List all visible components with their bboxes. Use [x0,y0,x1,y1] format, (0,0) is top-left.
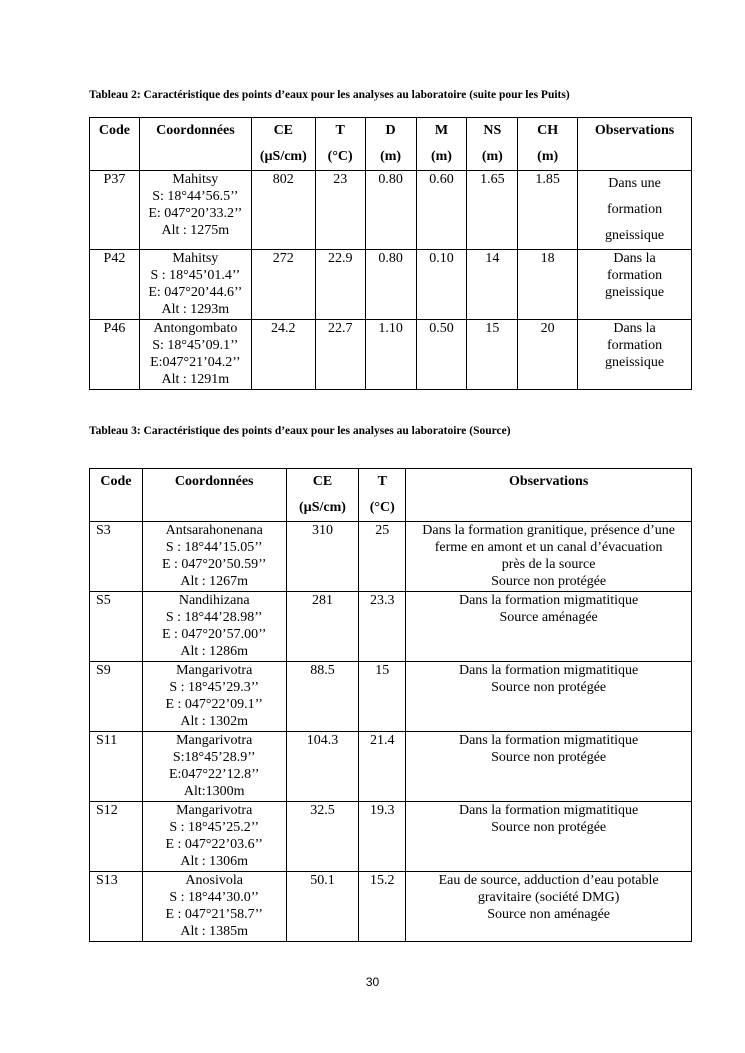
page-number: 30 [365,975,380,989]
cell-ch: 1.85 [518,171,578,250]
cell-m: 0.10 [416,250,467,320]
cell-ns: 15 [467,320,518,390]
cell-ch: 18 [518,250,578,320]
cell-code: P37 [90,171,140,250]
cell-t: 19.3 [359,802,406,872]
cell-code: S9 [90,662,143,732]
cell-observations: Dans la formation migmatitique Source non protégée [406,732,692,802]
tableau-2 [89,117,692,390]
cell-code: S12 [90,802,143,872]
table-row [90,320,692,390]
table-row [90,171,692,250]
cell-ce: 104.3 [286,732,359,802]
cell-ce: 802 [251,171,315,250]
cell-coordonnees: Antongombato S: 18°45’09.1’’ E:047°21’04.2’’ Alt : 1291m [139,320,251,390]
header-t: T (°C) [315,118,365,171]
table-row [90,872,692,942]
cell-observations: Dans une formation gneissique [578,171,692,250]
cell-code: P46 [90,320,140,390]
cell-d: 0.80 [365,250,416,320]
cell-t: 23.3 [359,592,406,662]
cell-code: S13 [90,872,143,942]
tableau-2-caption: Tableau 2: Caractéristique des points d’eaux pour les analyses au laboratoire (suite pour les Puits) [89,89,570,101]
cell-ce: 32.5 [286,802,359,872]
header-code: Code [90,118,140,171]
header-ce: CE (µS/cm) [286,469,359,522]
cell-ce: 272 [251,250,315,320]
header-ce: CE (µS/cm) [251,118,315,171]
cell-m: 0.60 [416,171,467,250]
tableau-3 [89,468,692,942]
cell-ch: 20 [518,320,578,390]
cell-ns: 14 [467,250,518,320]
cell-ce: 281 [286,592,359,662]
header-observations: Observations [406,469,692,522]
cell-observations: Dans la formation migmatitique Source aménagée [406,592,692,662]
cell-observations: Dans la formation gneissique [578,250,692,320]
cell-t: 15 [359,662,406,732]
cell-coordonnees: Mangarivotra S : 18°45’25.2’’ E : 047°22’03.6’’ Alt : 1306m [142,802,286,872]
cell-ce: 50.1 [286,872,359,942]
cell-coordonnees: Mangarivotra S:18°45’28.9’’ E:047°22’12.8’’ Alt:1300m [142,732,286,802]
header-ns: NS (m) [467,118,518,171]
cell-ns: 1.65 [467,171,518,250]
cell-code: S3 [90,522,143,592]
header-d: D (m) [365,118,416,171]
cell-ce: 310 [286,522,359,592]
table-row [90,802,692,872]
cell-observations: Dans la formation migmatitique Source non protégée [406,802,692,872]
cell-ce: 24.2 [251,320,315,390]
header-coordonnees: Coordonnées [139,118,251,171]
cell-coordonnees: Anosivola S : 18°44’30.0’’ E : 047°21’58.7’’ Alt : 1385m [142,872,286,942]
cell-coordonnees: Mahitsy S: 18°44’56.5’’ E: 047°20’33.2’’ Alt : 1275m [139,171,251,250]
cell-coordonnees: Mangarivotra S : 18°45’29.3’’ E : 047°22’09.1’’ Alt : 1302m [142,662,286,732]
cell-code: S5 [90,592,143,662]
cell-observations: Dans la formation gneissique [578,320,692,390]
header-code: Code [90,469,143,522]
cell-observations: Eau de source, adduction d’eau potable gravitaire (société DMG) Source non aménagée [406,872,692,942]
cell-coordonnees: Nandihizana S : 18°44’28.98’’ E : 047°20’57.00’’ Alt : 1286m [142,592,286,662]
cell-t: 22.9 [315,250,365,320]
header-coordonnees: Coordonnées [142,469,286,522]
cell-observations: Dans la formation migmatitique Source non protégée [406,662,692,732]
cell-m: 0.50 [416,320,467,390]
cell-t: 23 [315,171,365,250]
header-observations: Observations [578,118,692,171]
table-row [90,250,692,320]
cell-t: 15.2 [359,872,406,942]
header-m: M (m) [416,118,467,171]
header-t: T (°C) [359,469,406,522]
table-row [90,662,692,732]
cell-d: 0.80 [365,171,416,250]
tableau-2-header-row [90,118,692,171]
header-ch: CH (m) [518,118,578,171]
cell-code: P42 [90,250,140,320]
tableau-3-header-row [90,469,692,522]
cell-t: 22.7 [315,320,365,390]
cell-t: 21.4 [359,732,406,802]
tableau-3-caption: Tableau 3: Caractéristique des points d’eaux pour les analyses au laboratoire (Source) [89,425,511,437]
cell-code: S11 [90,732,143,802]
cell-d: 1.10 [365,320,416,390]
cell-observations: Dans la formation granitique, présence d’une ferme en amont et un canal d’évacuation près de la source Source non protégée [406,522,692,592]
table-row [90,732,692,802]
table-row [90,522,692,592]
cell-ce: 88.5 [286,662,359,732]
table-row [90,592,692,662]
cell-coordonnees: Antsarahonenana S : 18°44’15.05’’ E : 047°20’50.59’’ Alt : 1267m [142,522,286,592]
cell-coordonnees: Mahitsy S : 18°45’01.4’’ E: 047°20’44.6’’ Alt : 1293m [139,250,251,320]
cell-t: 25 [359,522,406,592]
